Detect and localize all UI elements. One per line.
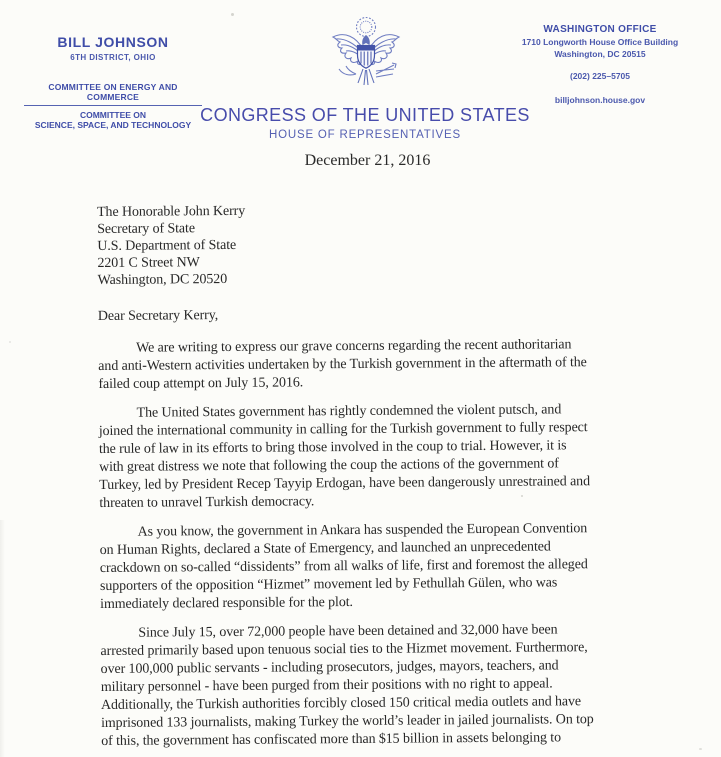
text-line: failed coup attempt on July 15, 2016. bbox=[98, 375, 304, 392]
committee-science-line1: COMMITTEE ON bbox=[79, 110, 147, 120]
office-website: billjohnson.house.gov bbox=[554, 95, 646, 105]
text-line: and anti-Western activities undertaken by the Turkish government in the aftermath of the bbox=[98, 355, 587, 374]
scan-artifact bbox=[231, 13, 234, 16]
office-title: WASHINGTON OFFICE bbox=[543, 24, 657, 35]
great-seal-eagle-icon bbox=[326, 13, 406, 106]
paragraph-2 bbox=[99, 401, 658, 513]
scan-edge-shading bbox=[0, 520, 5, 757]
scan-artifact bbox=[9, 341, 11, 343]
text-line: The United States government has rightly condemned the violent putsch, and bbox=[136, 402, 562, 421]
text-line: The Honorable John Kerry bbox=[97, 203, 246, 220]
office-phone: (202) 225–5705 bbox=[569, 71, 631, 81]
text-line: Since July 15, over 72,000 people have been detained and 32,000 have been bbox=[138, 622, 558, 641]
text-line: the rule of law in its efforts to bring those involved in the coup to trial. However, it is bbox=[98, 438, 567, 457]
house-subtitle: HOUSE OF REPRESENTATIVES bbox=[269, 129, 461, 141]
text-line: As you know, the government in Ankara has suspended the European Convention bbox=[137, 521, 588, 540]
text-line: U.S. Department of State bbox=[97, 237, 237, 254]
text-line: Secretary of State bbox=[97, 221, 195, 237]
text-line: joined the international community in calling for the Turkish government to fully respect bbox=[98, 420, 588, 439]
congress-heading bbox=[180, 105, 550, 141]
text-line: military personnel - have been purged from their positions with no right to appeal. bbox=[100, 676, 553, 695]
letter-body bbox=[97, 200, 659, 751]
text-line: immediately declared responsible for the plot. bbox=[100, 595, 353, 612]
text-line: Turkey, led by President Recep Tayyip Erdogan, have been dangerously unrestrained and bbox=[99, 474, 591, 493]
paragraph-4 bbox=[100, 621, 659, 751]
text-line: We are writing to express our grave concerns regarding the recent authoritarian bbox=[136, 337, 572, 356]
divider-line bbox=[24, 105, 202, 106]
paragraph-1 bbox=[98, 336, 656, 394]
text-line: arrested primarily based upon tenuous social ties to the Hizmet movement. Furthermore, bbox=[100, 640, 588, 659]
text-line: Washington, DC 20520 bbox=[97, 271, 228, 288]
member-district: 6TH DISTRICT, OHIO bbox=[70, 53, 156, 62]
scan-artifact bbox=[521, 495, 523, 497]
text-line: supporters of the opposition “Hizmet” movement led by Fethullah Gülen, who was bbox=[99, 575, 558, 594]
scan-artifact bbox=[699, 748, 702, 750]
text-line: Additionally, the Turkish authorities forcibly closed 150 critical media outlets and have bbox=[100, 694, 582, 713]
text-line: of this, the government has confiscated more than $15 billion in assets belonging to bbox=[101, 730, 562, 749]
text-line: 2201 C Street NW bbox=[97, 255, 200, 271]
member-info-block bbox=[22, 34, 204, 130]
text-line: crackdown on so-called “dissidents” from all walks of life, first and foremost the alleged bbox=[99, 557, 588, 576]
text-line: threaten to unravel Turkish democracy. bbox=[99, 494, 315, 511]
recipient-address bbox=[97, 200, 656, 289]
salutation: Dear Secretary Kerry, bbox=[97, 308, 219, 324]
text-line: with great distress we note that following the coup the actions of the government of bbox=[99, 456, 559, 475]
committee-science-line2: SCIENCE, SPACE, AND TECHNOLOGY bbox=[34, 120, 192, 130]
text-line: imprisoned 133 journalists, making Turkey the world’s leader in jailed journalists. On top bbox=[101, 712, 594, 731]
paragraph-3 bbox=[100, 520, 659, 614]
congress-title: CONGRESS OF THE UNITED STATES bbox=[200, 105, 530, 125]
text-line: over 100,000 public servants - including prosecutors, judges, mayors, teachers, and bbox=[100, 658, 559, 677]
office-address-line2: Washington, DC 20515 bbox=[554, 49, 646, 59]
text-line: on Human Rights, declared a State of Emergency, and launched an unprecedented bbox=[99, 539, 551, 558]
washington-office-block bbox=[488, 24, 712, 105]
office-address-line1: 1710 Longworth House Office Building bbox=[521, 37, 679, 47]
letter-date: December 21, 2016 bbox=[304, 152, 431, 169]
committee-energy-commerce: COMMITTEE ON ENERGY AND COMMERCE bbox=[48, 82, 178, 102]
member-name: BILL JOHNSON bbox=[57, 34, 169, 50]
